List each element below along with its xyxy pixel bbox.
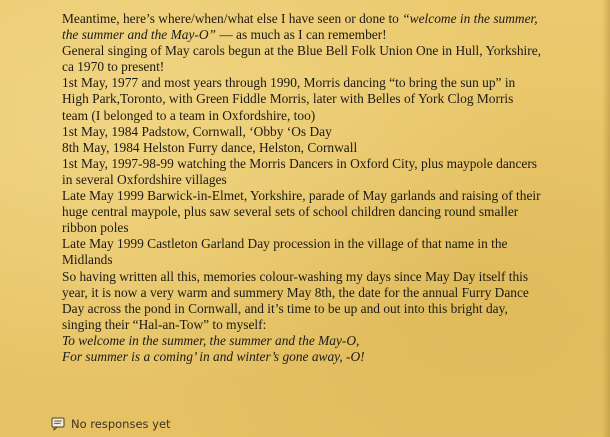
post-line: General singing of May carols begun at the Blue Bell Folk Union One in Hull, Yorkshire, ca 1970 to present! xyxy=(62,43,542,75)
song-line: To welcome in the summer, the summer and the May-O, xyxy=(62,332,360,348)
intro-text-end: — as much as I can remember! xyxy=(215,27,387,43)
responses-link[interactable]: No responses yet xyxy=(71,417,171,431)
post-line: 1st May, 1997-98-99 watching the Morris Dancers in Oxford City, plus maypole dancers in several Oxfordshire villages xyxy=(62,155,538,187)
post-line: 8th May, 1984 Helston Furry dance, Helston, Cornwall xyxy=(62,139,358,155)
intro-text: Meantime, here’s where/when/what else I have seen or done to xyxy=(62,11,403,26)
page-edge-shadow xyxy=(602,0,610,437)
post-footer xyxy=(51,416,171,432)
intro-quote: “welcome in the summer, the summer and the May-O” xyxy=(62,11,538,43)
post-line: 1st May, 1977 and most years through 1990, Morris dancing “to bring the sun up” in High Park,Toronto, with Green Fiddle Morris, later with Belles of York Clog Morris team (I belonged to a team in Oxfordshire, too) xyxy=(62,75,516,123)
post-body xyxy=(62,11,542,365)
post-line: 1st May, 1984 Padstow, Cornwall, ‘Obby ‘Os Day xyxy=(62,123,332,139)
post-intro xyxy=(62,11,542,43)
comment-icon xyxy=(51,417,65,431)
song-line: For summer is a coming’ in and winter’s gone away, -O! xyxy=(62,348,365,364)
post-line: So having written all this, memories colour-washing my days since May Day itself this year, it is now a very warm and summery May 8th, the date for the annual Furry Dance Day across the pond in Cornwall, and it’s time to be up and out into this bright day, singing their “Hal-an-Tow” to myself: xyxy=(62,268,529,332)
post-line: Late May 1999 Barwick-in-Elmet, Yorkshire, parade of May garlands and raising of their huge central maypole, plus saw several sets of school children dancing round smaller ribbon poles xyxy=(62,188,541,236)
post-line: Late May 1999 Castleton Garland Day procession in the village of that name in the Midlands xyxy=(62,236,508,268)
